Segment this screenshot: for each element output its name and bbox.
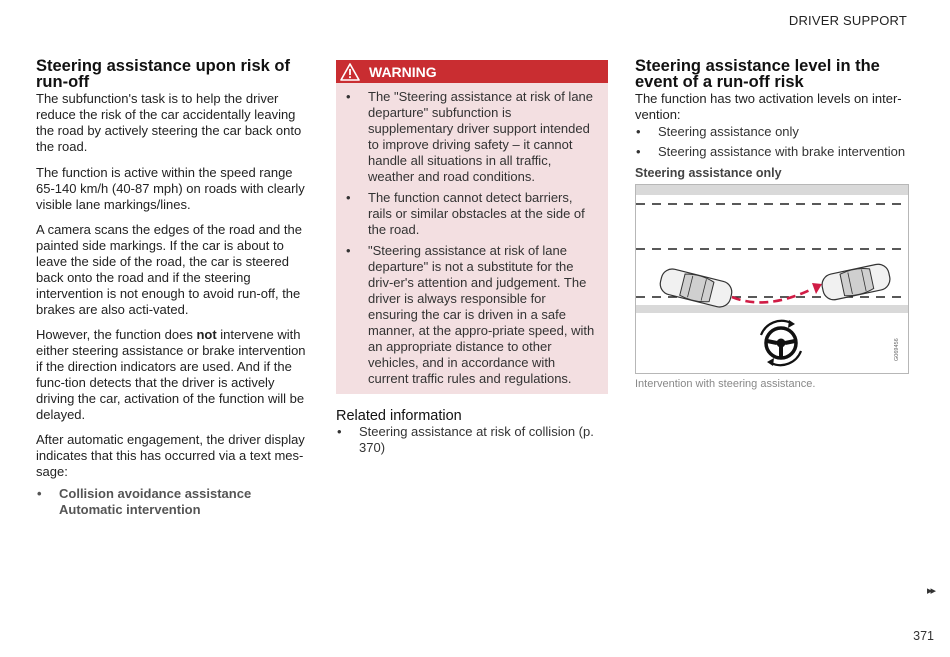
continue-marker: ▸▸ [926,585,934,597]
warning-title: WARNING [369,63,437,80]
warning-list [336,83,608,394]
column-warning [336,60,608,456]
warning-triangle-icon [340,63,360,81]
list-item: • Steering assistance with brake intervention [635,144,910,160]
figure-caption: Intervention with steering assistance. [635,378,816,390]
list-item: • The function cannot detect barriers, rails or similar obstacles at the side of the road. [345,190,596,238]
road-diagram [636,185,908,373]
list-item: • The "Steering assistance at risk of lane departure" subfunction is supplementary driver support intended to improve driving safety – it cannot handle all situations in all traffic, weather and road conditions. [345,89,596,185]
column-levels [635,58,910,390]
display-paragraph: After automatic engagement, the driver display indicates that this has occurred via a text mes-sage: [36,432,305,479]
list-item: • "Steering assistance at risk of lane departure" is not a substitute for the driv-er's attention and judgement. The driver is always responsible for ensuring the car is driven in a safe manner, at the appro-priate speed, with an appropriate distance to other vehicles, and in accordance with current traffic rules and regulations. [345,243,596,387]
intro-paragraph: The function has two activation levels on inter-vention: [635,91,902,122]
steering-assist-icon [761,320,801,366]
speed-range-paragraph: The function is active within the speed range 65-140 km/h (40-87 mph) on roads with clearly visible lane markings/lines. [36,165,305,212]
column-intro [36,58,310,518]
figure-code: G069456 [894,338,900,361]
section-heading: Steering assistance level in the event of a run-off risk [635,57,880,91]
related-info-heading: Related information [336,408,462,424]
intro-paragraph: The subfunction's task is to help the driver reduce the risk of the car accidentally leaving the road by actively steering the car back onto the road. [36,91,302,154]
message-list [36,486,310,518]
related-link[interactable]: • Steering assistance at risk of collision (p. 370) [336,424,608,456]
section-heading: Steering assistance upon risk of run-off [36,57,290,91]
level-list [635,124,910,160]
section-header: DRIVER SUPPORT [788,13,907,28]
warning-box [336,60,608,394]
list-item: • Steering assistance only [635,124,910,140]
camera-paragraph: A camera scans the edges of the road and the painted side markings. If the car is about to leave the side of the road, the car is steered back onto the road and if the steering intervention is not enough to avoid run-off, the brakes are also acti-vated. [36,222,302,317]
lane-departure-illustration [635,184,909,374]
warning-header [336,60,608,83]
exception-paragraph: However, the function does not intervene with either steering assistance or brake intervention if the direction indicators are used. And if the func-tion detects that the driver is actively driving the car, activation of the function will be delayed. [36,327,306,422]
related-list [336,424,608,456]
figure-subheading: Steering assistance only [635,166,782,180]
page-number: 371 [913,629,934,643]
list-item: • Collision avoidance assistance Automatic intervention [36,486,310,518]
